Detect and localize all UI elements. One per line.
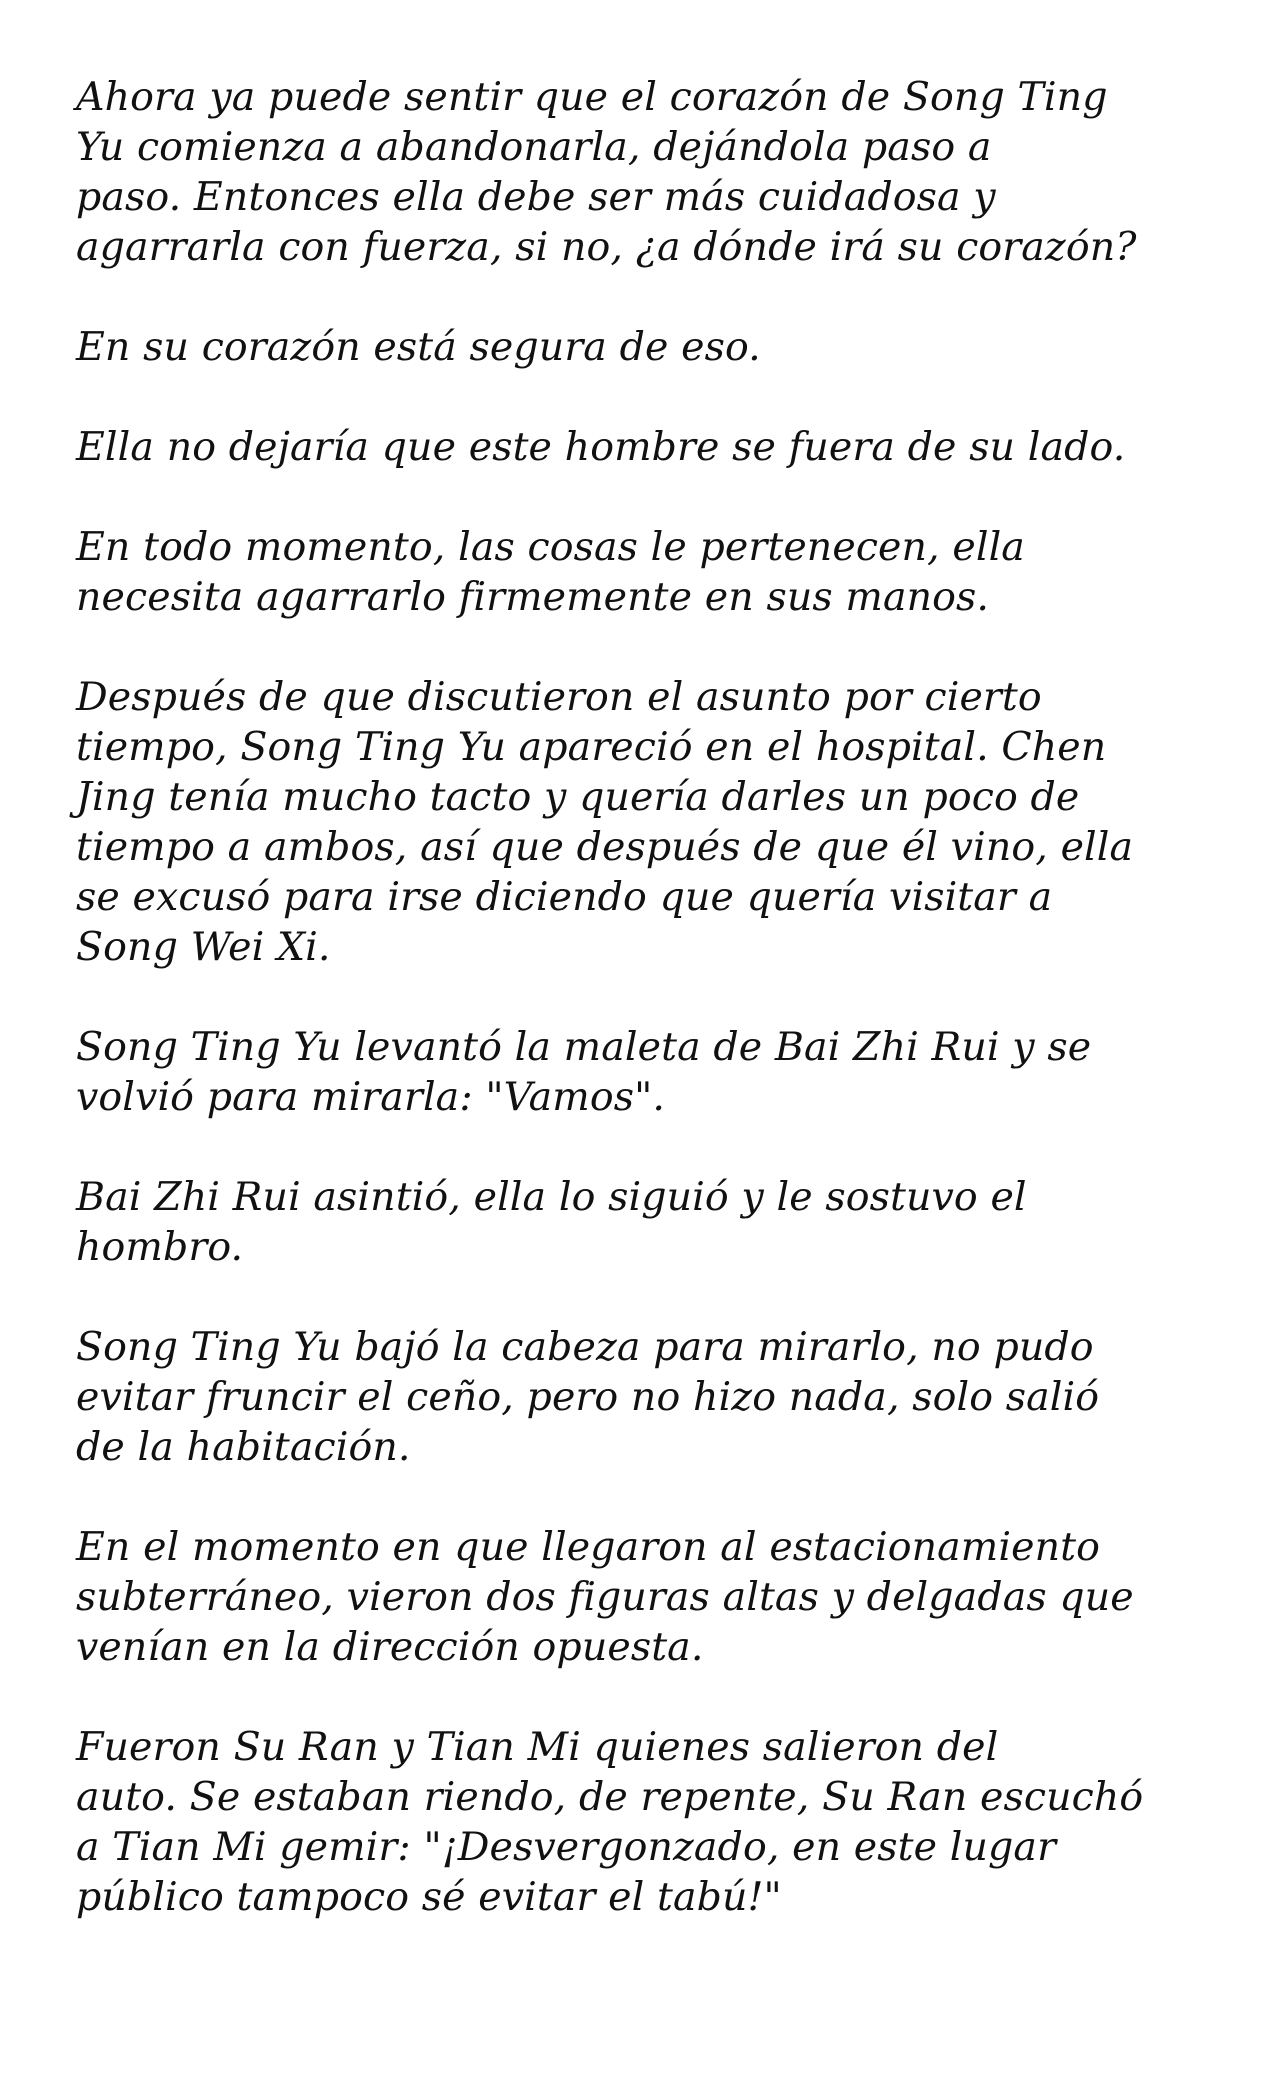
- paragraph-10: Fueron Su Ran y Tian Mi quienes salieron del auto. Se estaban riendo, de repente, Su Ran escuchó a Tian Mi gemir: "¡Desvergonzado, en este lugar público tampoco sé evitar el tabú!": [76, 1724, 1144, 1920]
- paragraph-2: En su corazón está segura de eso.: [76, 324, 761, 370]
- paragraph-7: Bai Zhi Rui asintió, ella lo siguió y le sostuvo el hombro.: [76, 1174, 1027, 1270]
- document-page: [76, 72, 1226, 1972]
- paragraph-5: Después de que discutieron el asunto por cierto tiempo, Song Ting Yu apareció en el hospital. Chen Jing tenía mucho tacto y quería darles un poco de tiempo a ambos, así que después de que él vino, ella se excusó para irse diciendo que quería visitar a Song Wei Xi.: [76, 674, 1134, 970]
- paragraph-9: En el momento en que llegaron al estacionamiento subterráneo, vieron dos figuras altas y delgadas que venían en la dirección opuesta.: [76, 1524, 1134, 1670]
- paragraph-4: En todo momento, las cosas le pertenecen, ella necesita agarrarlo firmemente en sus manos.: [76, 524, 1025, 620]
- paragraph-3: Ella no dejaría que este hombre se fuera de su lado.: [76, 424, 1126, 470]
- paragraph-8: Song Ting Yu bajó la cabeza para mirarlo, no pudo evitar fruncir el ceño, pero no hizo nada, solo salió de la habitación.: [76, 1324, 1100, 1470]
- paragraph-6: Song Ting Yu levantó la maleta de Bai Zhi Rui y se volvió para mirarla: "Vamos".: [76, 1024, 1092, 1120]
- paragraph-1: Ahora ya puede sentir que el corazón de Song Ting Yu comienza a abandonarla, dejándola paso a paso. Entonces ella debe ser más cuidadosa y agarrarla con fuerza, si no, ¿a dónde irá su corazón?: [76, 74, 1137, 270]
